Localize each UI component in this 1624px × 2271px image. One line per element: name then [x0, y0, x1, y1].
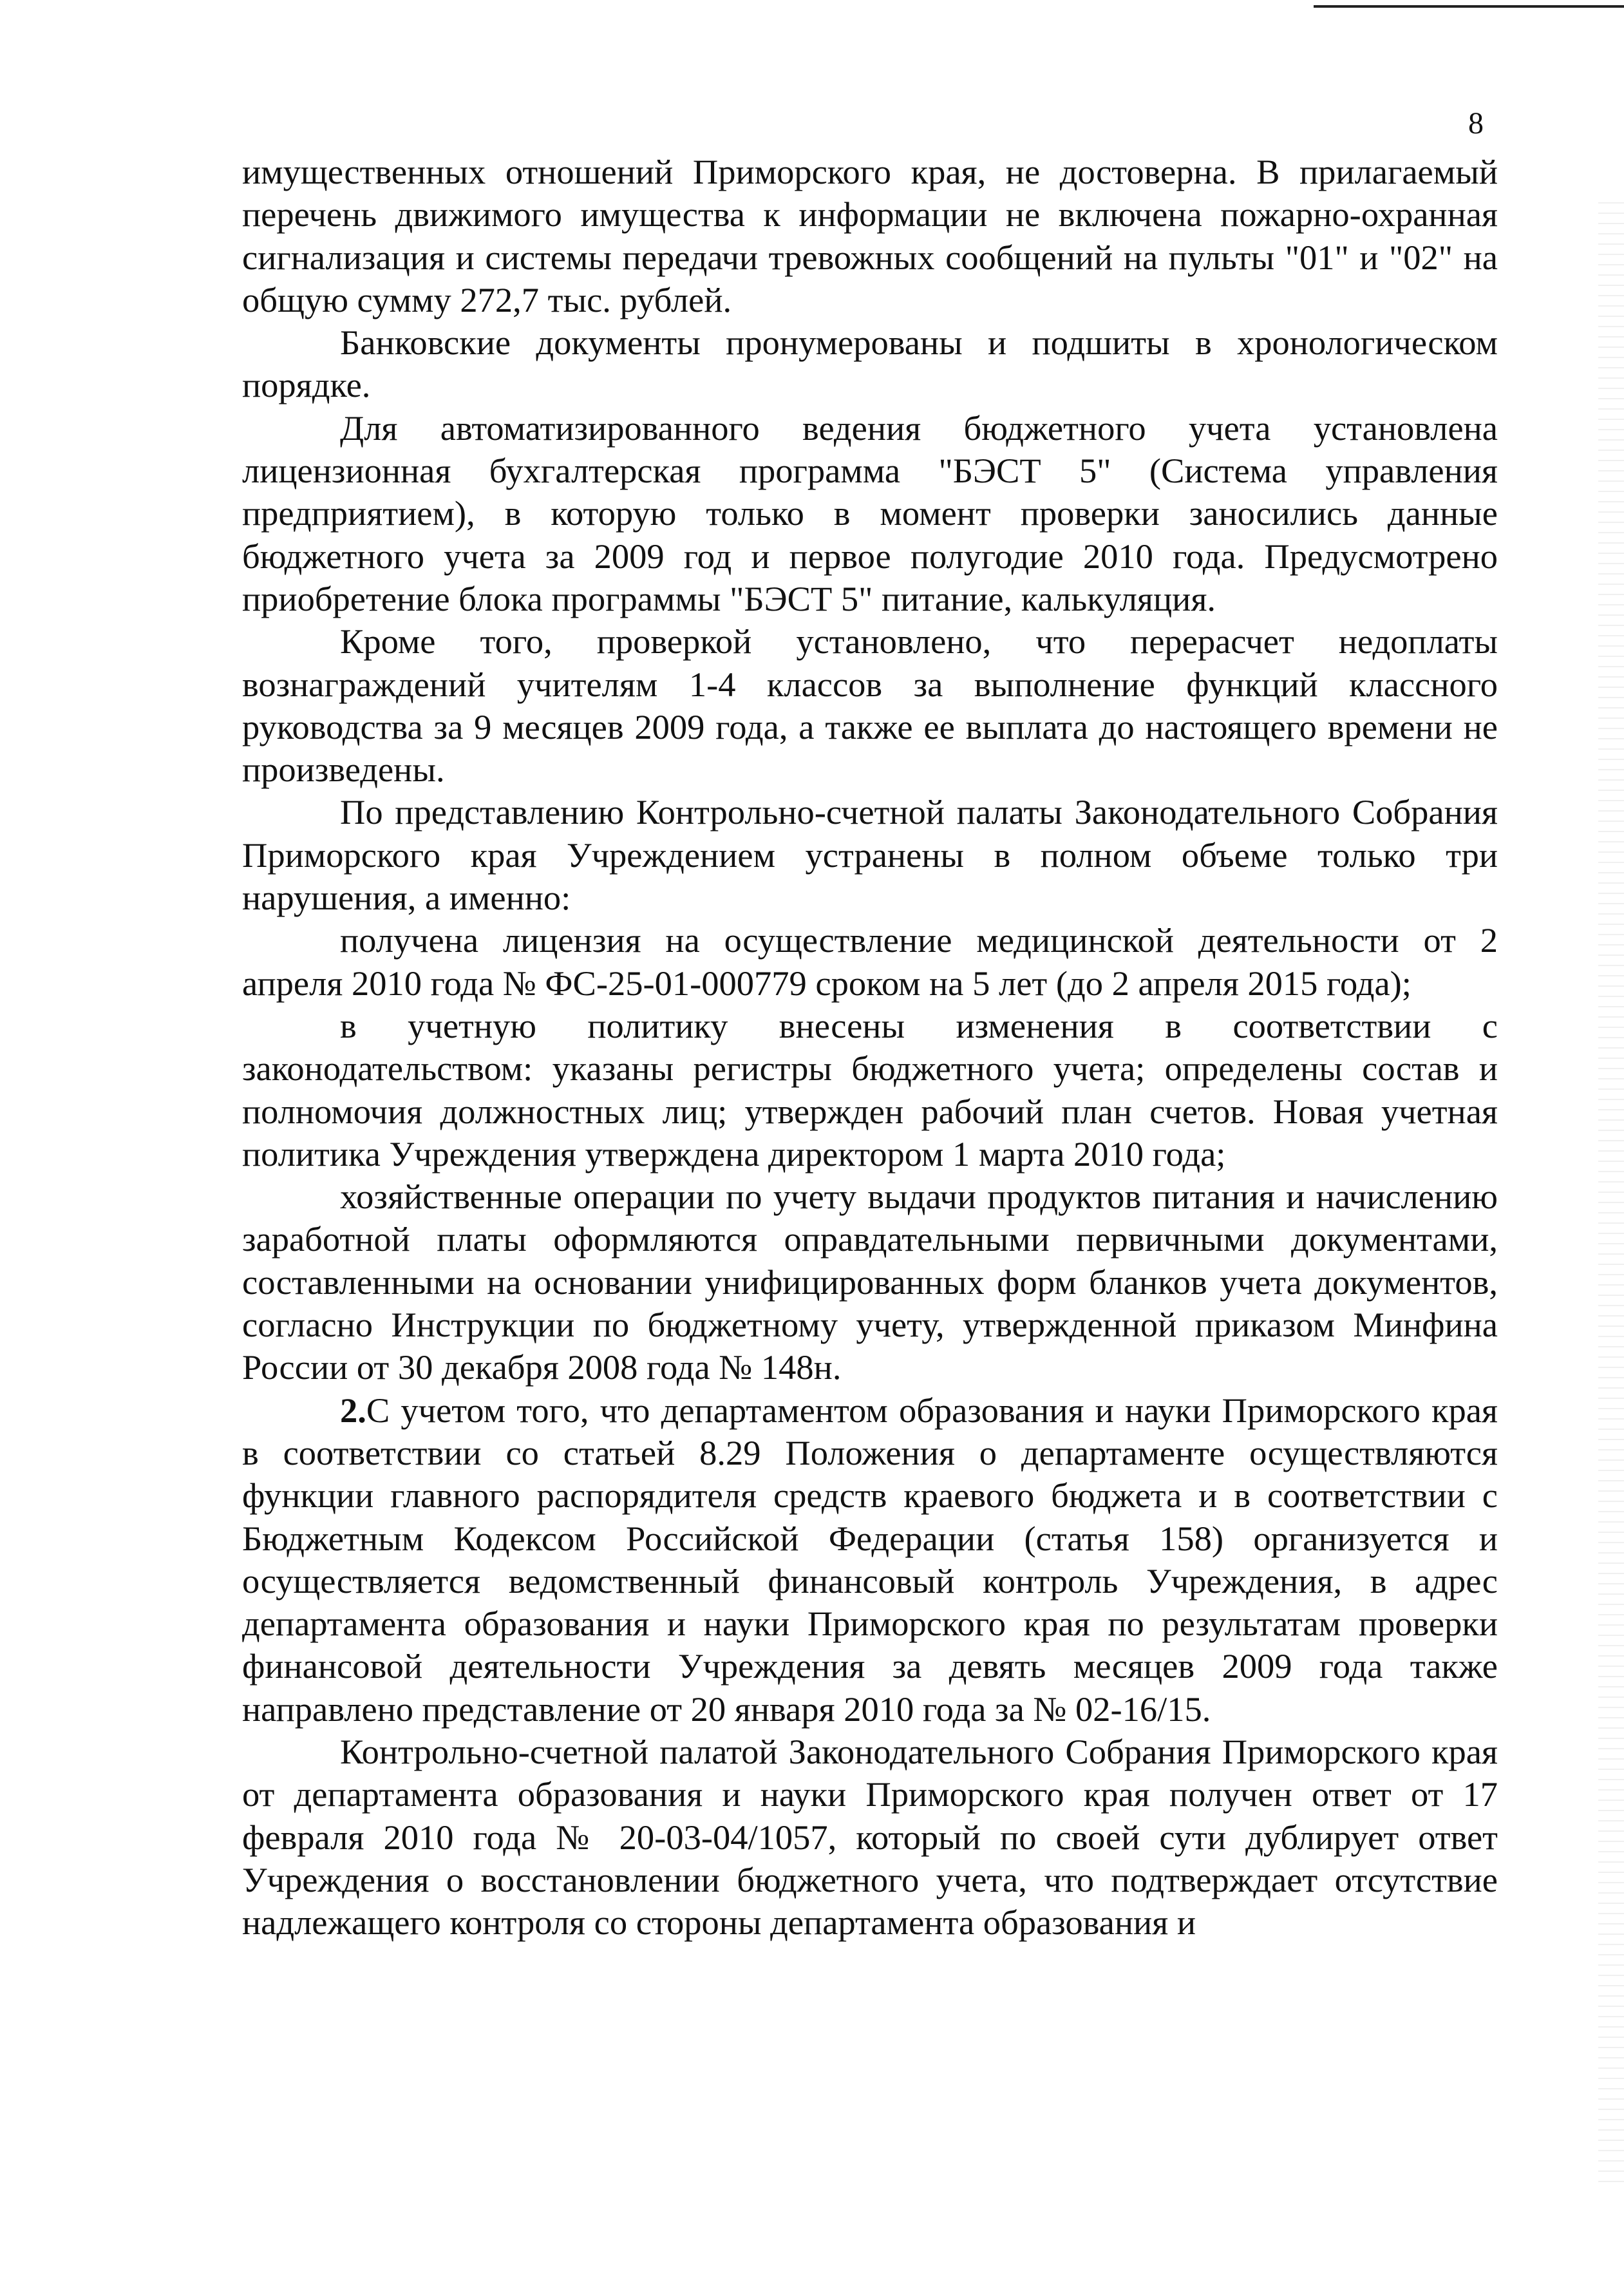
document-body [242, 151, 1498, 1944]
paragraph-continuation: имущественных отношений Приморского края, не достоверна. В прилагаемый перечень движимого имущества к информации не включена пожарно-охранная сигнализация и системы передачи тревожных сообщений на пульты "01" и "02" на общую сумму 272,7 тыс. рублей. [242, 152, 1498, 319]
list-item-accounting-policy: в учетную политику внесены изменения в соответствии с законодательством: указаны регистры бюджетного учета; определены состав и полномочия должностных лиц; утвержден рабочий план счетов. Новая учетная политика Учреждения утверждена директором 1 марта 2010 года; [242, 1005, 1498, 1174]
paragraph-accounting-software: Для автоматизированного ведения бюджетного учета установлена лицензионная бухгалтерская программа "БЭСТ 5" (Система управления предприятием), в которую только в момент проверки заносились данные бюджетного учета за 2009 год и первое полугодие 2010 года. Предусмотрено приобретение блока программы "БЭСТ 5" питание, калькуляция. [242, 408, 1498, 618]
top-edge-rule [1314, 5, 1624, 8]
paragraph-2-text: С учетом того, что департаментом образования и науки Приморского края в соответствии со статьей 8.29 Положения о департаменте осуществляются функции главного распорядителя средств краевого бюджета и в соответствии с Бюджетным Кодексом Российской Федерации (статья 158) организуется и осуществляется ведомственный финансовый контроль Учреждения, в адрес департамента образования и науки Приморского края по результатам проверки финансовой деятельности Учреждения за девять месяцев 2009 года также направлено представление от 20 января 2010 года за № 02-16/15. [242, 1390, 1498, 1729]
paragraph-bank-documents: Банковские документы пронумерованы и подшиты в хронологическом порядке. [242, 323, 1498, 405]
paragraph-recalculation: Кроме того, проверкой установлено, что перерасчет недоплаты вознаграждений учителям 1-4 классов за выполнение функций классного руководства за 9 месяцев 2009 года, а также ее выплата до настоящего времени не произведены. [242, 622, 1498, 790]
paragraph-2-number: 2. [340, 1390, 366, 1430]
list-item-license: получена лицензия на осуществление медицинской деятельности от 2 апреля 2010 года № ФС-25-01-000779 сроком на 5 лет (до 2 апреля 2015 года); [242, 920, 1498, 1003]
paragraph-final: Контрольно-счетной палатой Законодательного Собрания Приморского края от департамента образования и науки Приморского края получен ответ от 17 февраля 2010 года № 20-03-04/1057, который по своей сути дублирует ответ Учреждения о восстановлении бюджетного учета, что подтверждает отсутствие надлежащего контроля со стороны департамента образования и [242, 1731, 1498, 1943]
paragraph-violations-intro: По представлению Контрольно-счетной палаты Законодательного Собрания Приморского края Учреждением устранены в полном объеме только три нарушения, а именно: [242, 792, 1498, 918]
list-item-business-operations: хозяйственные операции по учету выдачи продуктов питания и начислению заработной платы оформляются оправдательными первичными документами, составленными на основании унифицированных форм бланков учета документов, согласно Инструкции по бюджетному учету, утвержденной приказом Минфина России от 30 декабря 2008 года № 148н. [242, 1177, 1498, 1387]
paragraph-2 [242, 1389, 1498, 1731]
page-number: 8 [1468, 106, 1484, 140]
scan-edge-noise [1598, 193, 1624, 2190]
